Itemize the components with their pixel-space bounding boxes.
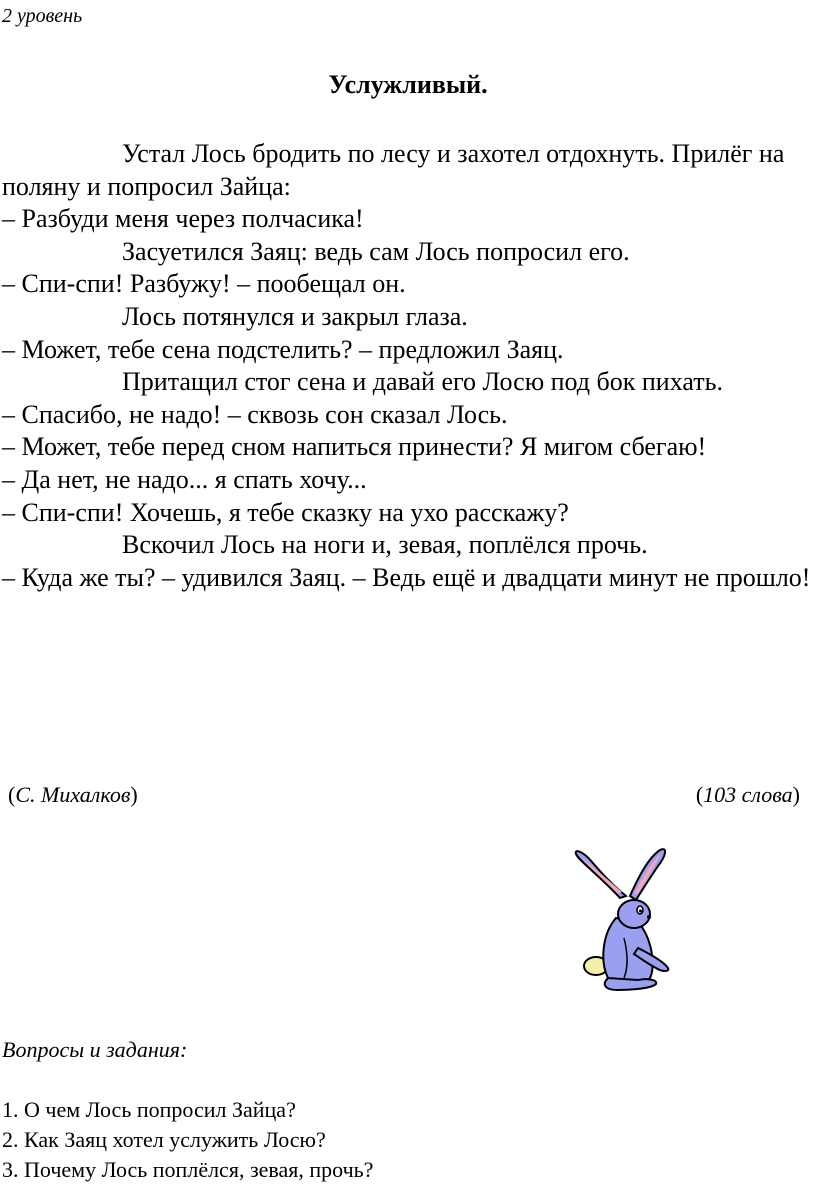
- questions-list: [2, 1095, 373, 1185]
- story-paragraph: Устал Лось бродить по лесу и захотел отдохнуть. Прилёг на поляну и попросил Зайца:: [2, 139, 785, 201]
- story-paragraph: – Может, тебе сена подстелить? – предложил Заяц.: [2, 334, 564, 364]
- word-count-value: 103 слова: [703, 782, 793, 807]
- question-item: 1. О чем Лось попросил Зайца?: [2, 1097, 296, 1122]
- word-count-paren-open: (: [695, 782, 704, 807]
- story-paragraph: – Куда же ты? – удивился Заяц. – Ведь ещё и двадцати минут не прошло!: [2, 562, 811, 592]
- author-paren-open: (: [8, 782, 16, 807]
- rabbit-pupil: [639, 910, 642, 913]
- story-title: Услужливый.: [328, 70, 488, 99]
- rabbit-foot: [605, 978, 656, 990]
- rabbit-ear-left-inner: [582, 858, 622, 894]
- rabbit-nose: [647, 915, 651, 919]
- story-paragraph: – Разбуди меня через полчасика!: [2, 204, 364, 234]
- story-paragraph: Лось потянулся и закрыл глаза.: [122, 301, 468, 331]
- rabbit-illustration: [572, 838, 672, 998]
- story-paragraph: – Да нет, не надо... я спать хочу...: [2, 464, 367, 494]
- story-paragraph: – Может, тебе перед сном напиться принести? Я мигом сбегаю!: [2, 432, 707, 462]
- story-body: [2, 138, 814, 594]
- question-item: 2. Как Заяц хотел услужить Лосю?: [2, 1127, 326, 1152]
- story-paragraph: Притащил стог сена и давай его Лосю под бок пихать.: [122, 367, 723, 397]
- word-count-paren-close: ): [792, 782, 800, 807]
- question-item: 3. Почему Лось поплёлся, зевая, прочь?: [2, 1157, 374, 1182]
- rabbit-ear-right-inner: [634, 854, 660, 894]
- story-paragraph: – Спасибо, не надо! – сквозь сон сказал Лось.: [2, 399, 508, 429]
- author-citation: [8, 781, 138, 809]
- author-name: С. Михалков: [15, 782, 131, 807]
- author-paren-close: ): [130, 782, 138, 807]
- questions-title: Вопросы и задания:: [2, 1037, 188, 1062]
- story-paragraph: – Спи-спи! Разбужу! – пообещал он.: [2, 269, 406, 299]
- rabbit-head: [618, 900, 650, 928]
- story-paragraph: – Спи-спи! Хочешь, я тебе сказку на ухо расскажу?: [2, 497, 569, 527]
- story-paragraph: Засуетился Заяц: ведь сам Лось попросил его.: [122, 236, 630, 266]
- level-label: 2 уровень: [2, 5, 83, 27]
- story-paragraph: Вскочил Лось на ноги и, зевая, поплёлся прочь.: [122, 530, 648, 560]
- word-count: [696, 781, 800, 809]
